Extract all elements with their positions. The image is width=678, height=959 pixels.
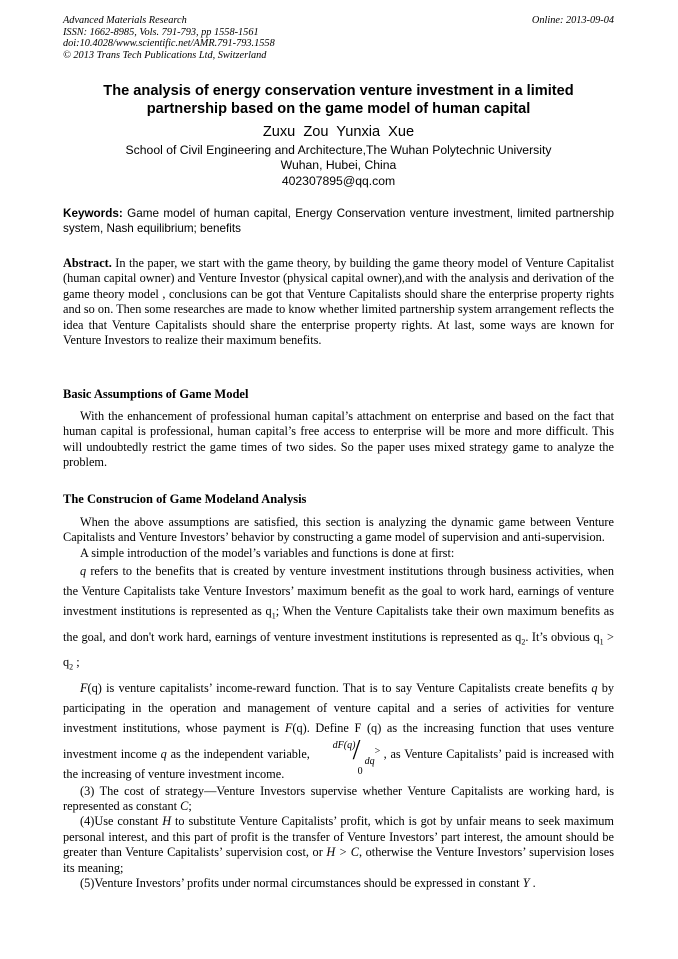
issn: ISSN: 1662-8985, Vols. 791-793, pp 1558-1561 [63,26,259,38]
symbol-H: H [162,814,172,829]
copyright: © 2013 Trans Tech Publications Ltd, Switzerland [63,49,267,61]
symbol-q1 [265,604,276,621]
assumption-4-text-a: (4)Use constant [80,814,163,829]
q-definition-paragraph [63,561,614,677]
assumption-5-end: . [529,876,536,891]
abstract-text: In the paper, we start with the game theory, by building the game theory model of Venture Capitalist (human capital owner) and Venture Investor (physical capital owner),and with the analysis and derivation of the game theory model , conclusions can be got that Venture Capitalists should share the enterprise property rights and so on. Then some researches are made to know whether limited partnership system arrangement reflects the idea that Venture Capitalists should share the enterprise property rights. At last, some ways are known for Venture Investors to realize their maximum benefits. [63,256,614,348]
section-2-paragraph-2: A simple introduction of the model’s variables and functions is done at first: [80,545,455,560]
assumption-3 [63,784,614,815]
ineq-gt: > [603,629,614,644]
q-text-d: ; [73,655,80,670]
f-text-d: as the independent variable, [166,746,314,761]
symbol-q1-base: q [265,604,272,619]
fraction-slash: / [352,734,361,766]
fraction-numerator: dF(q) [332,739,356,751]
assumption-3-text: (3) The cost of strategy—Venture Investors supervise whether Venture Capitalists are working hard, is represented as constant [63,783,614,813]
inequality-H-C: H > C [326,845,359,860]
section-1-paragraph: With the enhancement of professional human capital’s attachment on enterprise and based on the fact that human capital is professional, human capital’s free access to enterprise will be more and more difficult. This will undoubtedly restrict the game times of two sides. So the paper uses mixed strategy game to analyze the problem. [63,409,614,470]
title-line-2: partnership based on the game model of human capital [146,101,531,117]
ineq-q1-sub: 1 [599,637,604,647]
f-text-e: , as Venture Capitalists’ paid is increased with the increasing of venture investment income. [63,746,614,781]
section-heading-1: Basic Assumptions of Game Model [63,387,249,401]
section-2-paragraph-1: When the above assumptions are satisfied, this section is analyzing the dynamic game between Venture Capitalists and Venture Investors’ behavior by constructing a game model of supervision and anti-supervision. [63,515,614,545]
q-text-b: ; When the Venture Capitalists take their own maximum benefits as the goal, and don't work hard, earnings of venture investment institutions is represented as [63,604,614,644]
symbol-Y: Y [522,876,530,891]
online-date: Online: 2013-09-04 [531,15,614,26]
ineq-q2: q [63,655,70,670]
assumption-4 [63,814,614,876]
symbol-q-2: q [591,680,598,695]
keywords [63,207,614,236]
assumption-4-text-b: to substitute Venture Capitalists’ profit, which is got by unfair means to seek maximum personal interest, and this part of profit is the transfer of Venture Investors’ part interest, the amount should be greater than Venture Capitalists’ supervision cost, or [63,814,614,860]
abstract-label: Abstract. [63,256,112,270]
ineq-q2-sub: 2 [69,662,74,672]
symbol-F-2: F [284,720,293,735]
section-heading-2: The Construcion of Game Modeland Analysis [63,492,307,506]
assumption-5 [63,876,614,891]
symbol-Fq-2: (q) [292,720,307,735]
f-text-c: . Define F (q) as the increasing function that uses venture investment income [63,720,614,761]
symbol-Fq: (q) [87,680,102,695]
authors: Zuxu Zou Yunxia Xue [262,124,415,140]
f-text-b: by participating in the operation and management of venture capital and a series of activities for venture investment institutions, whose payment is [63,680,614,735]
paper-title [63,82,614,118]
symbol-q1-sub: 1 [271,611,276,621]
symbol-F: F [80,680,88,695]
journal-name: Advanced Materials Research [63,15,187,26]
symbol-q2-base: q [515,629,522,644]
keywords-text: Game model of human capital, Energy Conservation venture investment, limited partnership system, Nash equilibrium; benefits [63,207,614,235]
title-line-1: The analysis of energy conservation venture investment in a limited [103,83,574,99]
affiliation: School of Civil Engineering and Architecture,The Wuhan Polytechnic University [125,143,552,157]
q-text-c: . It’s obvious [525,629,594,644]
ineq-q1: q [593,629,600,644]
location: Wuhan, Hubei, China [280,158,397,173]
symbol-C: C [180,798,189,813]
symbol-q2-sub: 2 [521,637,526,647]
symbol-q-3: q [160,746,167,761]
section-2-body [63,515,614,891]
fraction-denominator: dq [364,755,375,767]
assumption-5-text: (5)Venture Investors’ profits under normal circumstances should be expressed in constant [80,876,523,891]
journal-header [63,15,275,61]
abstract [63,256,614,348]
email[interactable]: 402307895@qq.com [281,173,396,188]
section-1-body [63,409,614,471]
symbol-q: q [80,564,87,579]
assumption-3-end: ; [188,798,192,813]
f-definition-paragraph [63,678,614,784]
symbol-q2 [515,629,526,647]
keywords-label: Keywords: [63,207,123,220]
q-text-a: refers to the benefits that is created by venture investment institutions through business activities, when the Venture Capitalists take Venture Investors’ maximum benefit as the goal to work hard, earnings of venture investment institutions is represented as [63,564,614,619]
assumption-4-text-c: , otherwise the Venture Investors’ supervision loses its meaning; [63,845,614,875]
fraction-relation: > 0 [357,745,381,777]
derivative-fraction [314,734,384,777]
f-text-a: is venture capitalists’ income-reward function. That is to say Venture Capitalists create benefits [101,680,592,695]
doi: doi:10.4028/www.scientific.net/AMR.791-793.1558 [63,38,275,50]
affiliation-block [63,143,614,189]
